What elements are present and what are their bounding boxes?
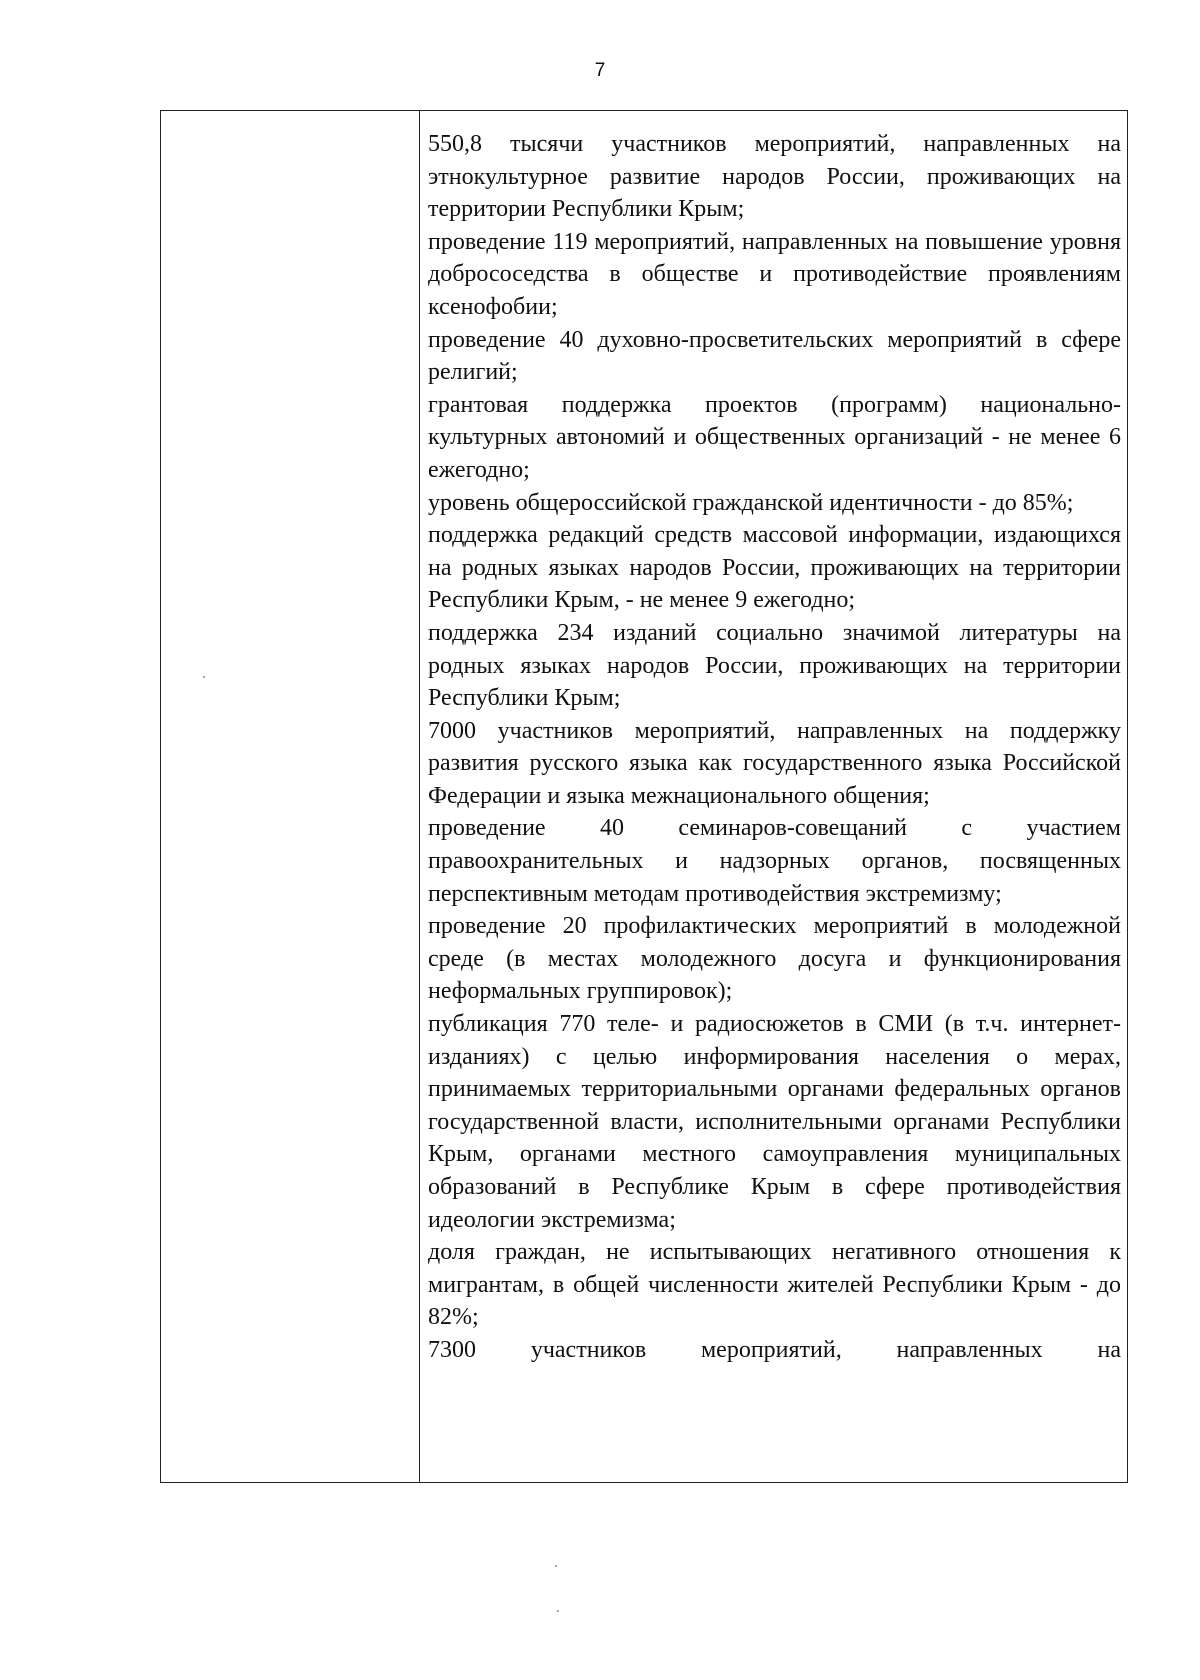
paragraph-participants-ethnocultural: 550,8 тысячи участников мероприятий, направленных на этнокультурное развитие народов России, проживающих на территории Республики Крым; bbox=[428, 131, 1121, 223]
paragraph-civic-identity-level: уровень общероссийской гражданской идентичности - до 85%; bbox=[428, 489, 1074, 516]
table-left-cell bbox=[161, 111, 420, 1482]
paragraph-good-neighborliness-events: проведение 119 мероприятий, направленных на повышение уровня добрососедства в обществе и противодействие проявлениям ксенофобии; bbox=[428, 228, 1121, 320]
paragraph-media-publications: публикация 770 теле- и радиосюжетов в СМИ (в т.ч. интернет-изданиях) с целью информирования населения о мерах, принимаемых территориальными органами федеральных органов государственной власти, исполнительными органами Республики Крым, органами местного самоуправления муниципальных образований в Республике Крым в сфере противодействия идеологии экстремизма; bbox=[428, 1011, 1121, 1233]
page-number: 7 bbox=[594, 60, 606, 81]
document-table bbox=[160, 110, 1128, 1483]
table-right-cell bbox=[420, 111, 1127, 1482]
paragraph-migrant-attitude-share: доля граждан, не испытывающих негативного отношения к мигрантам, в общей численности жителей Республики Крым - до 82%; bbox=[428, 1239, 1121, 1331]
scan-speck bbox=[203, 676, 205, 678]
paragraph-spiritual-educational-events: проведение 40 духовно-просветительских мероприятий в сфере религий; bbox=[428, 326, 1121, 386]
paragraph-literature-support: поддержка 234 изданий социально значимой литературы на родных языках народов России, проживающих на территории Республики Крым; bbox=[428, 619, 1121, 712]
scan-speck bbox=[557, 1610, 559, 1612]
paragraph-participants-continued: 7300 участников мероприятий, направленных на bbox=[428, 1336, 1121, 1363]
paragraph-media-support: поддержка редакций средств массовой информации, издающихся на родных языках народов России, проживающих на территории Республики Крым, - не менее 9 ежегодно; bbox=[428, 522, 1121, 614]
paragraph-russian-language-participants: 7000 участников мероприятий, направленных на поддержку развития русского языка как государственного языка Российской Федерации и языка межнационального общения; bbox=[428, 717, 1121, 809]
paragraph-youth-prevention-events: проведение 20 профилактических мероприятий в молодежной среде (в местах молодежного досуга и функционирования неформальных группировок); bbox=[428, 913, 1121, 1005]
scan-speck bbox=[555, 1565, 557, 1567]
paragraph-grant-support: грантовая поддержка проектов (программ) национально-культурных автономий и общественных организаций - не менее 6 ежегодно; bbox=[428, 391, 1121, 483]
paragraph-seminars-law-enforcement: проведение 40 семинаров-совещаний с участием правоохранительных и надзорных органов, посвященных перспективным методам противодействия экстремизму; bbox=[428, 815, 1121, 907]
